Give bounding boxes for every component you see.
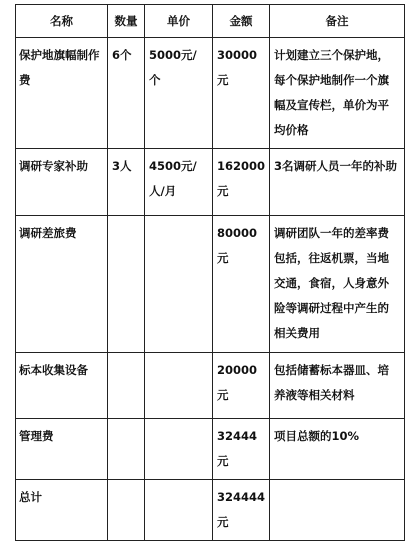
cell-remarks: 项目总额的10% [270, 419, 405, 480]
cell-amount: 30000元 [213, 38, 270, 149]
header-unit-price: 单价 [145, 5, 213, 38]
table-row [16, 216, 405, 353]
cell-remarks: 计划建立三个保护地，每个保护地制作一个旗幅及宣传栏，单价为平均价格 [270, 38, 405, 149]
table-row [16, 149, 405, 216]
cell-quantity [108, 419, 145, 480]
cell-unit-price: 4500元/人/月 [145, 149, 213, 216]
cell-amount: 80000元 [213, 216, 270, 353]
header-amount: 金额 [213, 5, 270, 38]
cell-amount: 162000元 [213, 149, 270, 216]
cell-amount: 20000元 [213, 353, 270, 419]
cell-quantity [108, 353, 145, 419]
cell-name: 管理费 [16, 419, 108, 480]
header-quantity: 数量 [108, 5, 145, 38]
header-remarks: 备注 [270, 5, 405, 38]
cell-name: 总计 [16, 480, 108, 541]
cell-name: 标本收集设备 [16, 353, 108, 419]
cell-remarks: 调研团队一年的差率费包括，往返机票，当地交通，食宿，人身意外险等调研过程中产生的相关费用 [270, 216, 405, 353]
header-name: 名称 [16, 5, 108, 38]
cell-quantity [108, 480, 145, 541]
table-row [16, 480, 405, 541]
cell-remarks: 3名调研人员一年的补助 [270, 149, 405, 216]
cell-unit-price [145, 216, 213, 353]
header-row [16, 5, 405, 38]
cell-name: 调研差旅费 [16, 216, 108, 353]
cell-unit-price [145, 353, 213, 419]
cell-quantity: 6个 [108, 38, 145, 149]
cell-remarks: 包括储蓄标本器皿、培养液等相关材料 [270, 353, 405, 419]
cell-amount: 32444元 [213, 419, 270, 480]
table-row [16, 353, 405, 419]
cell-amount: 324444元 [213, 480, 270, 541]
cell-name: 保护地旗幅制作费 [16, 38, 108, 149]
cell-name: 调研专家补助 [16, 149, 108, 216]
table-row [16, 38, 405, 149]
cell-unit-price [145, 419, 213, 480]
cell-unit-price: 5000元/个 [145, 38, 213, 149]
cell-quantity [108, 216, 145, 353]
table-row [16, 419, 405, 480]
cell-quantity: 3人 [108, 149, 145, 216]
budget-table [15, 4, 405, 541]
cell-remarks [270, 480, 405, 541]
cell-unit-price [145, 480, 213, 541]
